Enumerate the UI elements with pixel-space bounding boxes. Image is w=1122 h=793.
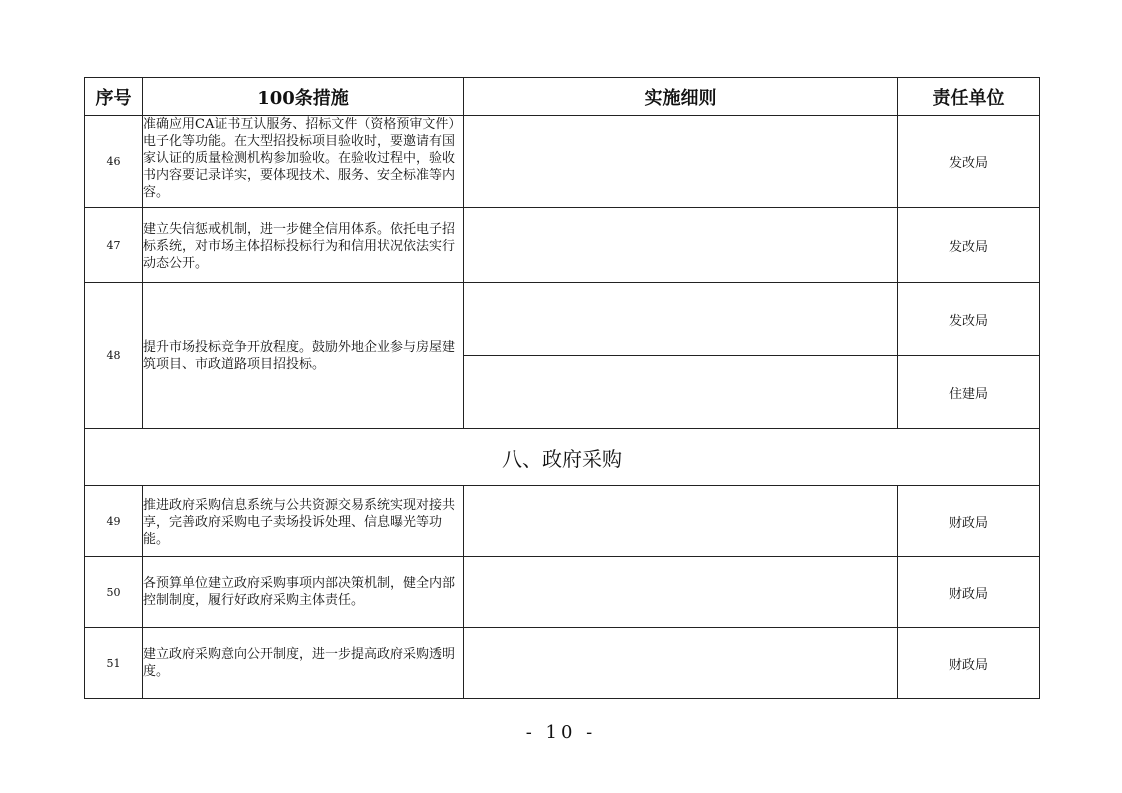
row-detail (464, 486, 898, 557)
row-seq: 48 (85, 283, 143, 429)
row-seq: 47 (85, 208, 143, 283)
row-unit: 住建局 (898, 356, 1040, 429)
row-detail (464, 283, 898, 356)
row-unit: 发改局 (898, 116, 1040, 208)
row-unit: 财政局 (898, 628, 1040, 699)
section-row (85, 429, 1040, 486)
row-measure: 提升市场投标竞争开放程度。鼓励外地企业参与房屋建筑项目、市政道路项目招投标。 (143, 283, 464, 429)
table-row (85, 557, 1040, 628)
row-measure: 建立失信惩戒机制，进一步健全信用体系。依托电子招标系统，对市场主体招标投标行为和信用状况依法实行动态公开。 (143, 208, 464, 283)
row-unit: 发改局 (898, 283, 1040, 356)
row-measure: 准确应用CA证书互认服务、招标文件（资格预审文件）电子化等功能。在大型招投标项目验收时，要邀请有国家认证的质量检测机构参加验收。在验收过程中，验收书内容要记录详实，要体现技术、服务、安全标准等内容。 (143, 116, 464, 208)
row-detail (464, 557, 898, 628)
page-number: - 10 - (525, 722, 597, 743)
row-unit: 财政局 (898, 486, 1040, 557)
header-unit: 责任单位 (898, 78, 1040, 116)
header-measure: 100条措施 (143, 78, 464, 116)
row-unit: 发改局 (898, 208, 1040, 283)
row-measure: 建立政府采购意向公开制度，进一步提高政府采购透明度。 (143, 628, 464, 699)
header-row (85, 78, 1040, 116)
header-detail: 实施细则 (464, 78, 898, 116)
table-row (85, 208, 1040, 283)
row-measure: 推进政府采购信息系统与公共资源交易系统实现对接共享，完善政府采购电子卖场投诉处理、信息曝光等功能。 (143, 486, 464, 557)
row-detail (464, 356, 898, 429)
header-seq: 序号 (85, 78, 143, 116)
row-detail (464, 628, 898, 699)
measures-table (84, 77, 1040, 699)
row-seq: 49 (85, 486, 143, 557)
row-measure: 各预算单位建立政府采购事项内部决策机制，健全内部控制制度，履行好政府采购主体责任。 (143, 557, 464, 628)
row-seq: 50 (85, 557, 143, 628)
row-seq: 46 (85, 116, 143, 208)
table-row (85, 116, 1040, 208)
row-detail (464, 208, 898, 283)
row-unit: 财政局 (898, 557, 1040, 628)
table-row (85, 628, 1040, 699)
section-title: 八、政府采购 (85, 429, 1040, 486)
table-row (85, 486, 1040, 557)
row-detail (464, 116, 898, 208)
table-row (85, 283, 1040, 356)
row-seq: 51 (85, 628, 143, 699)
